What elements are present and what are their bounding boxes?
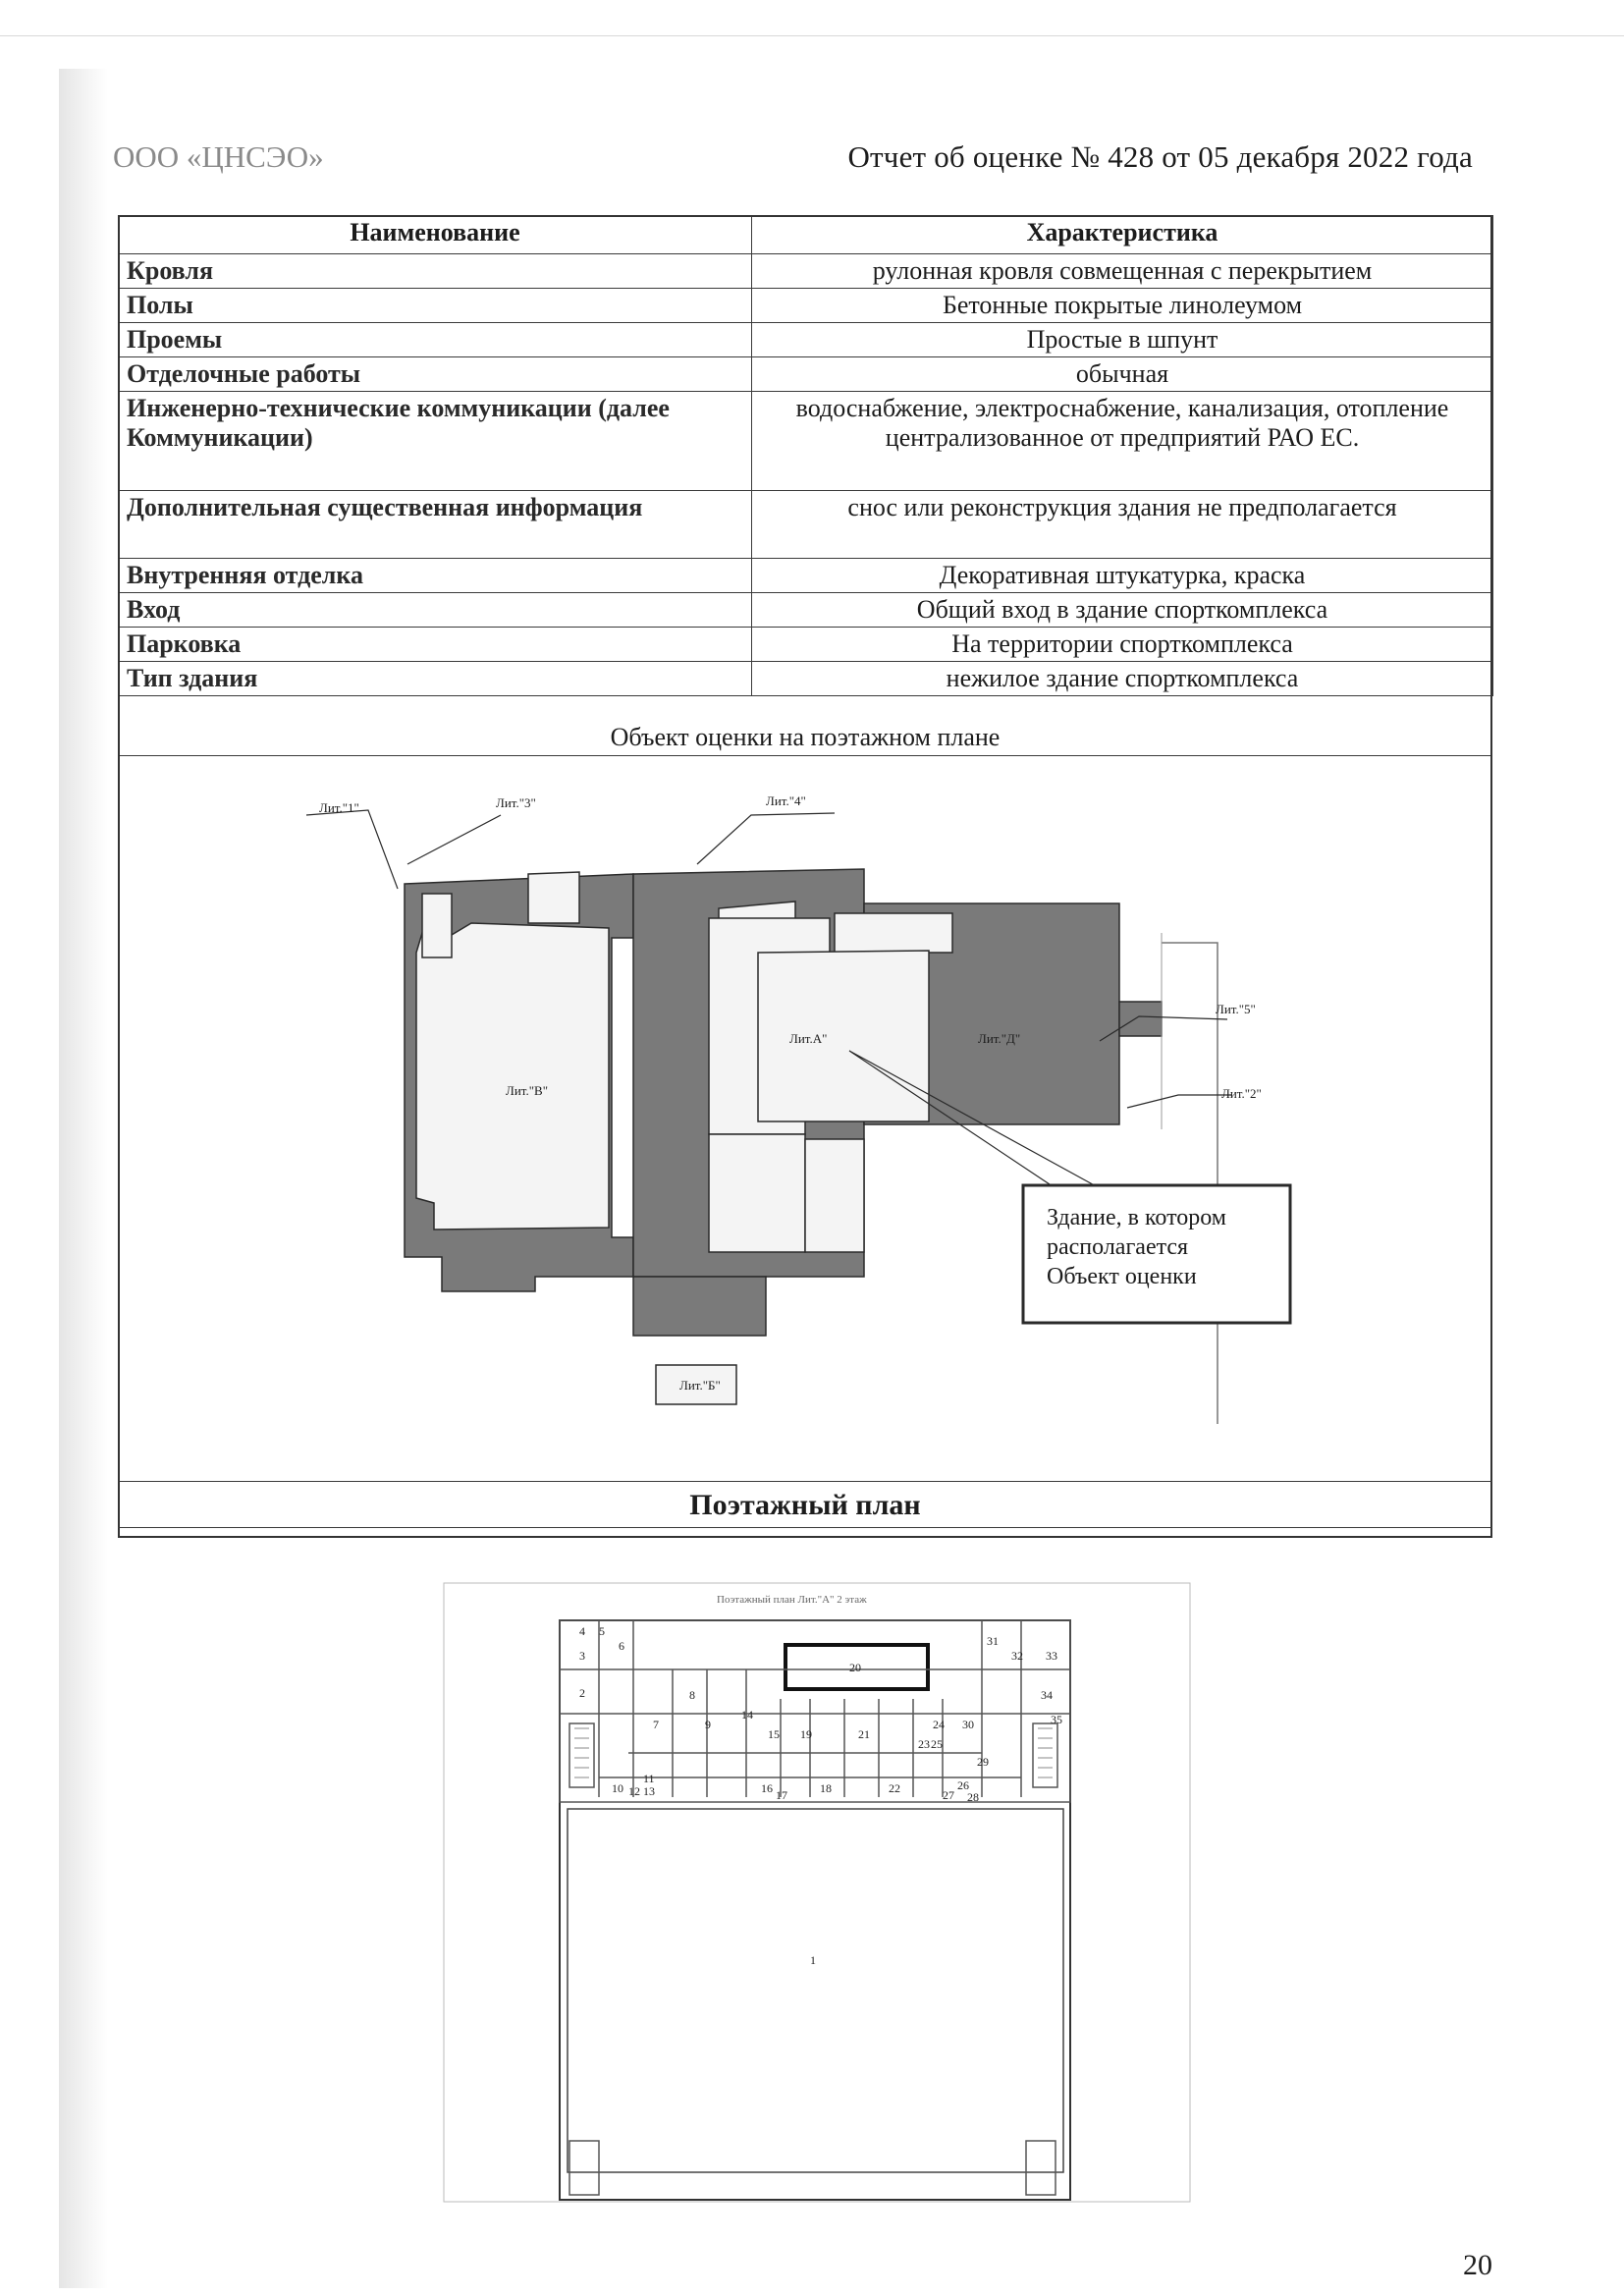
room-number: 25 [931, 1737, 943, 1751]
room-number: 27 [943, 1788, 954, 1802]
label-lit-5: Лит."5" [1216, 1002, 1256, 1016]
callout-line-1: Здание, в котором [1047, 1205, 1226, 1230]
row-name: Проемы [119, 323, 752, 357]
label-lit-v: Лит."В" [506, 1083, 549, 1098]
label-lit-b: Лит."Б" [679, 1378, 721, 1393]
hall-number: 1 [810, 1953, 816, 1967]
room-number: 15 [768, 1727, 780, 1741]
room-number: 33 [1046, 1649, 1057, 1663]
row-name: Парковка [119, 628, 752, 662]
scan-shadow [59, 69, 108, 2288]
site-plan-caption: Объект оценки на поэтажном плане [118, 719, 1492, 756]
room-number: 31 [987, 1634, 999, 1648]
floor-plan-title: Поэтажный план [118, 1481, 1492, 1528]
room-number: 8 [689, 1688, 695, 1702]
callout-line-3: Объект оценки [1047, 1264, 1197, 1289]
room-number-20: 20 [849, 1661, 861, 1674]
room-number: 13 [643, 1784, 655, 1798]
room-number: 9 [705, 1718, 711, 1731]
row-name: Отделочные работы [119, 357, 752, 392]
room-number: 21 [858, 1727, 870, 1741]
room-number: 14 [741, 1708, 753, 1722]
room-number: 35 [1051, 1713, 1062, 1726]
row-name: Инженерно-технические коммуникации (далее Коммуникации) [119, 392, 752, 491]
row-value: рулонная кровля совмещенная с перекрытием [752, 254, 1493, 289]
row-value: Бетонные покрытые линолеумом [752, 289, 1493, 323]
room-number: 18 [820, 1781, 832, 1795]
room-number: 11 [643, 1772, 655, 1785]
row-name: Вход [119, 593, 752, 628]
floor-plan-caption: Поэтажный план Лит."А" 2 этаж [717, 1594, 867, 1606]
row-name: Полы [119, 289, 752, 323]
room-number: 6 [619, 1639, 624, 1653]
room-number: 4 [579, 1624, 585, 1638]
site-plan [118, 756, 1492, 1478]
report-title: Отчет об оценке № 428 от 05 декабря 2022 года [847, 139, 1473, 174]
row-name: Внутренняя отделка [119, 559, 752, 593]
label-lit-2: Лит."2" [1221, 1086, 1262, 1101]
row-value: На территории спорткомплекса [752, 628, 1493, 662]
row-name: Дополнительная существенная информация [119, 491, 752, 559]
page-number: 20 [1463, 2249, 1492, 2281]
room-number: 23 [918, 1737, 930, 1751]
row-value: Общий вход в здание спорткомплекса [752, 593, 1493, 628]
row-value: обычная [752, 357, 1493, 392]
row-value: снос или реконструкция здания не предполагается [752, 491, 1493, 559]
room-number: 24 [933, 1718, 945, 1731]
room-number: 5 [599, 1624, 605, 1638]
column-header-value: Характеристика [752, 216, 1493, 254]
room-number: 7 [653, 1718, 659, 1731]
room-number: 32 [1011, 1649, 1023, 1663]
scan-top-edge [0, 35, 1624, 36]
label-lit-d: Лит."Д" [978, 1031, 1021, 1046]
row-value: Декоративная штукатурка, краска [752, 559, 1493, 593]
room-number: 2 [579, 1686, 585, 1700]
row-value: водоснабжение, электроснабжение, канализация, отопление централизованное от предприятий РАО ЕС. [752, 392, 1493, 491]
room-number: 3 [579, 1649, 585, 1663]
room-number: 16 [761, 1781, 773, 1795]
column-header-name: Наименование [119, 216, 752, 254]
callout-line-2: располагается [1047, 1234, 1189, 1260]
room-number: 29 [977, 1755, 989, 1769]
room-number: 12 [628, 1784, 640, 1798]
row-value: Простые в шпунт [752, 323, 1493, 357]
room-number: 17 [776, 1788, 787, 1802]
room-number: 34 [1041, 1688, 1053, 1702]
company-name: ООО «ЦНСЭО» [113, 139, 324, 174]
label-lit-1: Лит."1" [319, 800, 359, 815]
room-number: 26 [957, 1778, 969, 1792]
room-number: 10 [612, 1781, 623, 1795]
label-lit-4: Лит."4" [766, 793, 806, 808]
room-number: 19 [800, 1727, 812, 1741]
row-name: Тип здания [119, 662, 752, 696]
label-lit-a: Лит.А" [789, 1031, 828, 1046]
room-number: 28 [967, 1790, 979, 1804]
label-lit-3: Лит."3" [496, 795, 536, 810]
room-number: 22 [889, 1781, 900, 1795]
row-value: нежилое здание спорткомплекса [752, 662, 1493, 696]
floor-plan [432, 1552, 1208, 2210]
page-header [113, 139, 1473, 183]
row-name: Кровля [119, 254, 752, 289]
room-number: 30 [962, 1718, 974, 1731]
